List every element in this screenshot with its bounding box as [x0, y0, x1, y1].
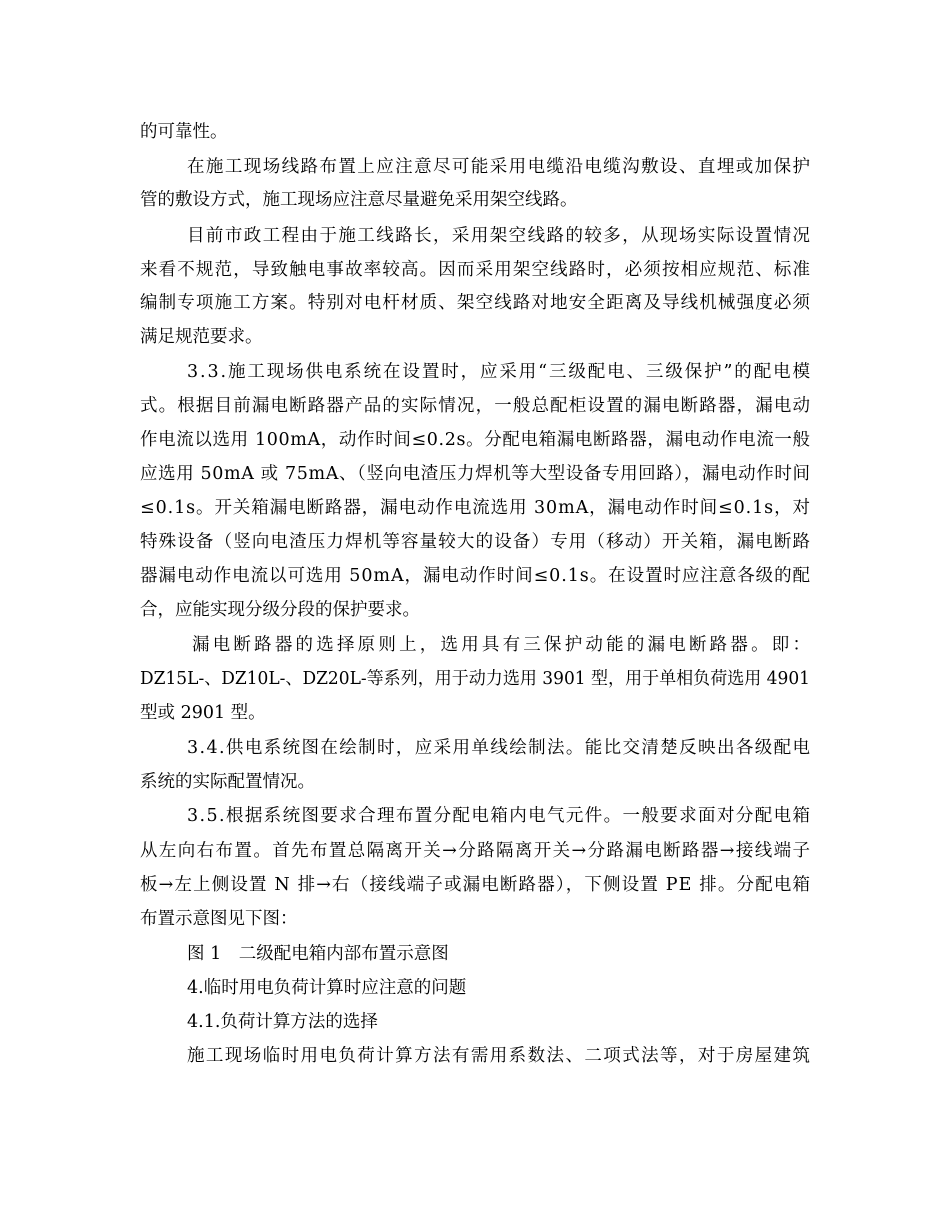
figure-caption	[0, 939, 950, 969]
paragraph-line	[0, 904, 950, 934]
text-line: 满足规范要求。	[140, 327, 263, 347]
paragraph-line	[0, 801, 950, 831]
subsection-heading	[0, 1007, 950, 1037]
section-heading	[0, 973, 950, 1003]
paragraph-line	[0, 870, 950, 900]
paragraph-line	[0, 698, 950, 728]
paragraph-line	[0, 493, 950, 523]
text-line: 3.3.施工现场供电系统在设置时，应采用“三级配电、三级保护”的配电模	[187, 362, 812, 382]
paragraph-line	[0, 630, 950, 660]
paragraph-line	[0, 221, 950, 251]
text-line: 3.5.根据系统图要求合理布置分配电箱内电气元件。一般要求面对分配电箱	[187, 806, 812, 826]
text-line: 3.4.供电系统图在绘制时，应采用单线绘制法。能比交清楚反映出各级配电	[187, 738, 812, 758]
paragraph-line	[0, 459, 950, 489]
paragraph-line	[0, 185, 950, 215]
text-line: 在施工现场线路布置上应注意尽可能采用电缆沿电缆沟敷设、直埋或加保护	[187, 157, 812, 177]
text-line: 的可靠性。	[140, 122, 228, 142]
text-line: 应选用 50mA 或 75mA、（竖向电渣压力焊机等大型设备专用回路），漏电动作时间	[140, 464, 811, 484]
text-line: 漏电断路器的选择原则上，选用具有三保护动能的漏电断路器。即：	[192, 635, 814, 655]
text-line: 器漏电动作电流以可选用 50mA，漏电动作时间≤0.1s。在设置时应注意各级的配	[140, 566, 811, 586]
paragraph-line	[0, 733, 950, 763]
text-line: 系统的实际配置情况。	[140, 772, 315, 792]
text-line: 4.1.负荷计算方法的选择	[187, 1012, 378, 1032]
text-line: 布置示意图见下图：	[140, 909, 298, 929]
paragraph-line	[0, 152, 950, 182]
paragraph-line	[0, 595, 950, 625]
paragraph-line	[0, 391, 950, 421]
text-line: ≤0.1s。开关箱漏电断路器，漏电动作电流选用 30mA，漏电动作时间≤0.1s，对	[140, 498, 811, 518]
text-line: 施工现场临时用电负荷计算方法有需用系数法、二项式法等，对于房屋建筑	[187, 1046, 812, 1066]
text-line: 型或 2901 型。	[140, 703, 266, 723]
text-line: 特殊设备（竖向电渣压力焊机等容量较大的设备）专用（移动）开关箱，漏电断路	[140, 532, 812, 552]
text-line: 管的敷设方式，施工现场应注意尽量避免采用架空线路。	[140, 190, 578, 210]
text-line: 式。根据目前漏电断路器产品的实际情况，一般总配柜设置的漏电断路器，漏电动	[140, 396, 812, 416]
paragraph-line	[0, 425, 950, 455]
paragraph-line	[0, 1041, 950, 1071]
paragraph-line	[0, 561, 950, 591]
text-line: 合，应能实现分级分段的保护要求。	[140, 600, 420, 620]
paragraph-line	[0, 357, 950, 387]
text-line: 作电流以选用 100mA，动作时间≤0.2s。分配电箱漏电断路器，漏电动作电流一般	[140, 430, 811, 450]
text-line: 板→左上侧设置 N 排→右（接线端子或漏电断路器），下侧设置 PE 排。分配电箱	[140, 875, 812, 895]
paragraph-line	[0, 288, 950, 318]
text-line: 图 1 二级配电箱内部布置示意图	[187, 944, 449, 964]
paragraph-line	[0, 664, 950, 694]
paragraph-line	[0, 767, 950, 797]
text-line: 从左向右布置。首先布置总隔离开关→分路隔离开关→分路漏电断路器→接线端子	[140, 841, 812, 861]
text-line: DZ15L-、DZ10L-、DZ20L-等系列，用于动力选用 3901 型，用于单相负荷选用 4901	[140, 669, 811, 689]
paragraph-line	[0, 527, 950, 557]
paragraph-line	[0, 255, 950, 285]
paragraph-line	[0, 322, 950, 352]
text-line: 来看不规范，导致触电事故率较高。因而采用架空线路时，必须按相应规范、标准	[140, 260, 812, 280]
paragraph-line	[0, 117, 950, 147]
text-line: 编制专项施工方案。特别对电杆材质、架空线路对地安全距离及导线机械强度必须	[140, 293, 812, 313]
text-line: 4.临时用电负荷计算时应注意的问题	[187, 978, 467, 998]
paragraph-line	[0, 836, 950, 866]
text-line: 目前市政工程由于施工线路长，采用架空线路的较多，从现场实际设置情况	[187, 226, 812, 246]
